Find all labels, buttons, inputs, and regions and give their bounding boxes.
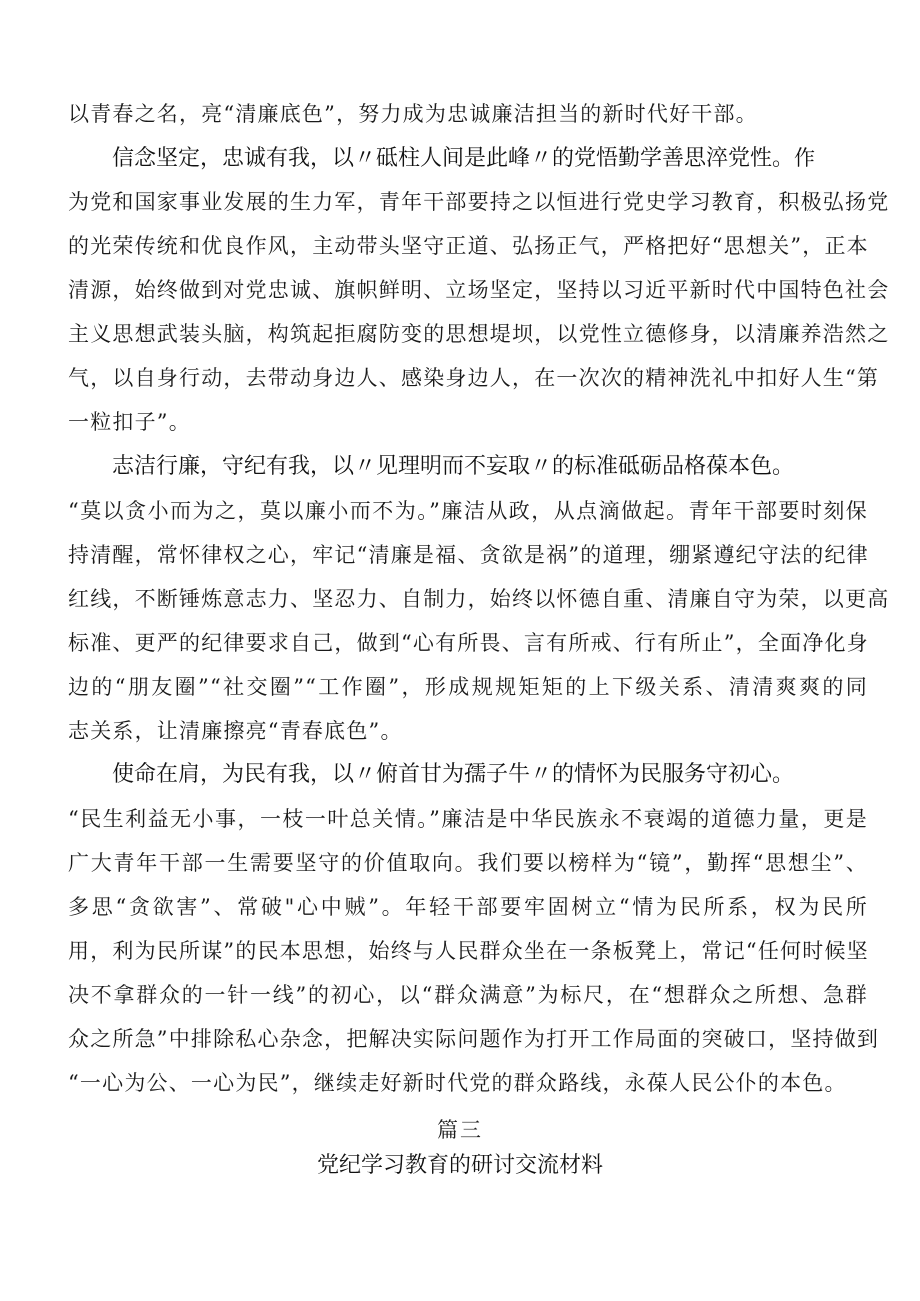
paragraph-line: 一粒扣子”。 xyxy=(68,410,191,434)
section-heading-integrity: 志洁行廉，守纪有我，以〃见理明而不妄取〃的标准砥砺品格葆本色。 xyxy=(112,454,795,479)
paragraph-line: 持清醒，常怀律权之心，牢记“清廉是福、贪欲是祸”的道理，绷紧遵纪守法的纪律 xyxy=(68,543,869,567)
paragraph-line: 清源，始终做到对党忠诚、旗帜鲜明、立场坚定，坚持以习近平新时代中国特色社会 xyxy=(68,278,890,302)
paragraph-line: 决不拿群众的一针一线”的初心，以“群众满意”为标尺，在“想群众之所想、急群 xyxy=(68,983,868,1007)
paragraph-line: 以青春之名，亮“清廉底色”，努力成为忠诚廉洁担当的新时代好干部。 xyxy=(68,102,758,126)
paragraph-line: 主义思想武装头脑，构筑起拒腐防变的思想堤坝，以党性立德修身，以清廉养浩然之 xyxy=(68,322,890,346)
paragraph-line: 众之所急”中排除私心杂念，把解决实际问题作为打开工作局面的突破口，坚持做到 xyxy=(68,1027,880,1051)
paragraph-line: “一心为公、一心为民”，继续走好新时代党的群众路线，永葆人民公仆的本色。 xyxy=(68,1071,847,1095)
paragraph-line: 标准、更严的纪律要求自己，做到“心有所畏、言有所戒、行有所止”，全面净化身 xyxy=(68,631,869,655)
paragraph-line: 的光荣传统和优良作风，主动带头坚守正道、弘扬正气，严格把好“思想关”，正本 xyxy=(68,234,869,258)
section-heading-faith xyxy=(112,143,816,174)
paragraph-line: “莫以贪小而为之，莫以廉小而不为。”廉洁从政，从点滴做起。青年干部要时刻保 xyxy=(68,499,868,523)
paragraph-line: 为党和国家事业发展的生力军，青年干部要持之以恒进行党史学习教育，积极弘扬党 xyxy=(68,190,890,214)
paragraph-line: 多思“贪欲害”、常破"心中贼”。年轻干部要牢固树立“情为民所系，权为民所 xyxy=(68,895,868,919)
paragraph-line: 志关系，让清廉擦亮“青春底色”。 xyxy=(68,719,403,743)
paragraph-line: 用，利为民所谋”的民本思想，始终与人民群众坐在一条板凳上，常记“任何时候坚 xyxy=(68,939,869,963)
heading-text: 信念坚定，忠诚有我，以〃砥柱人间是此峰〃的党悟勤学善思淬党性。 xyxy=(112,146,795,171)
paragraph-line: 气，以自身行动，去带动身边人、感染身边人，在一次次的精神洗礼中扣好人生“第 xyxy=(68,366,880,390)
heading-tail-text: 作 xyxy=(794,146,817,170)
document-title: 党纪学习教育的研讨交流材料 xyxy=(316,1153,603,1178)
paragraph-line: “民生利益无小事，一枝一叶总关情。”廉洁是中华民族永不衰竭的道德力量，更是 xyxy=(68,807,868,831)
paragraph-line: 广大青年干部一生需要坚守的价值取向。我们要以榜样为“镜”，勤挥“思想尘”、 xyxy=(68,851,868,875)
section-heading-mission: 使命在肩，为民有我，以〃俯首甘为孺子牛〃的情怀为民服务守初心。 xyxy=(112,762,795,787)
paragraph-line: 红线，不断锤炼意志力、坚忍力、自制力，始终以怀德自重、清廉自守为荣，以更高 xyxy=(68,587,890,611)
part-label: 篇三 xyxy=(437,1118,483,1142)
paragraph-line: 边的“朋友圈”“社交圈”“工作圈”，形成规规矩矩的上下级关系、清清爽爽的同 xyxy=(68,675,868,699)
